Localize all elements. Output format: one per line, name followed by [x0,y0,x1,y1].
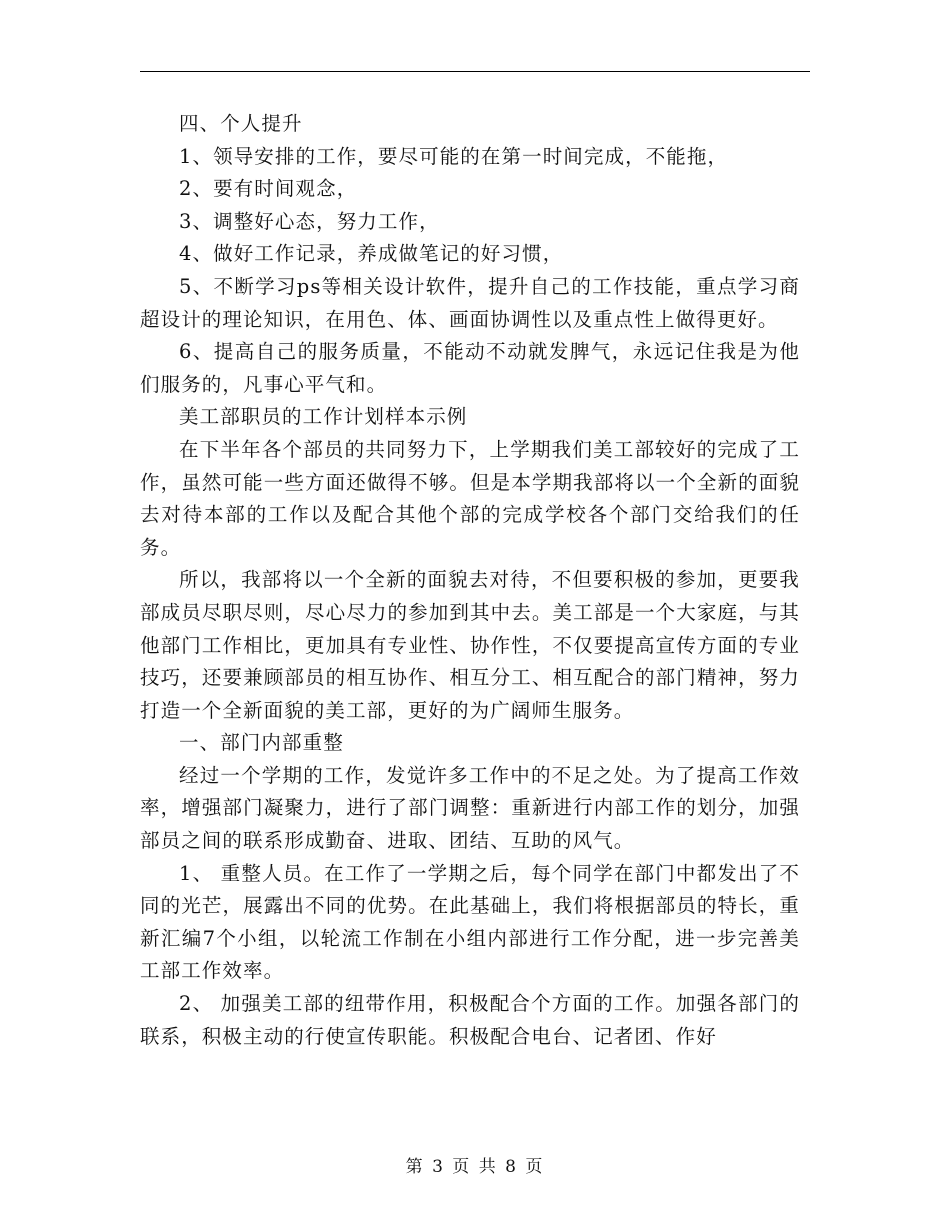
heading-department-reorganization: 一、部门内部重整 [179,731,344,755]
list-item: 4、做好工作记录，养成做笔记的好习惯， [179,242,564,266]
list-item: 2、 加强美工部的纽带作用，积极配合个方面的工作。加强各部门的联系，积极主动的行使宣传职能。积极配合电台、记者团、作好 [140,992,800,1048]
list-item: 3、调整好心态，努力工作， [179,209,440,233]
heading-personal-improvement: 四、个人提升 [179,112,303,135]
list-item: 2、要有时间观念， [179,177,358,201]
list-item: 5、不断学习ps等相关设计软件，提升自己的工作技能，重点学习商超设计的理论知识，在用色、体、画面协调性以及重点性上做得更好。 [140,274,800,331]
section-title: 美工部职员的工作计划样本示例 [179,405,468,429]
body-paragraph: 经过一个学期的工作，发觉许多工作中的不足之处。为了提高工作效率，增强部门凝聚力，进行了部门调整：重新进行内部工作的划分，加强部员之间的联系形成勤奋、进取、团结、互助的风气。 [140,763,800,853]
list-item: 1、领导安排的工作，要尽可能的在第一时间完成，不能拖， [179,144,729,168]
page-body [140,108,800,1053]
body-paragraph: 所以，我部将以一个全新的面貌去对待，不但要积极的参加，更要我部成员尽职尽则，尽心尽力的参加到其中去。美工部是一个大家庭，与其他部门工作相比，更加具有专业性、协作性，不仅要提高宣传方面的专业技巧，还要兼顾部员的相互协作、相互分工、相互配合的部门精神，努力打造一个全新面貌的美工部，更好的为广阔师生服务。 [140,568,800,722]
body-paragraph: 在下半年各个部员的共同努力下，上学期我们美工部较好的完成了工作，虽然可能一些方面还做得不够。但是本学期我部将以一个全新的面貌去对待本部的工作以及配合其他个部的完成学校各个部门交给我们的任务。 [140,437,800,559]
page-number-footer: 第 3 页 共 8 页 [405,1157,545,1177]
list-item: 6、提高自己的服务质量，不能动不动就发脾气，永远记住我是为他们服务的，凡事心平气和。 [140,340,800,396]
list-item: 1、 重整人员。在工作了一学期之后，每个同学在部门中都发出了不同的光芒，展露出不同的优势。在此基础上，我们将根据部员的特长，重新汇编7个小组，以轮流工作制在小组内部进行工作分配，进一步完善美工部工作效率。 [140,861,800,983]
header-rule [140,71,810,72]
